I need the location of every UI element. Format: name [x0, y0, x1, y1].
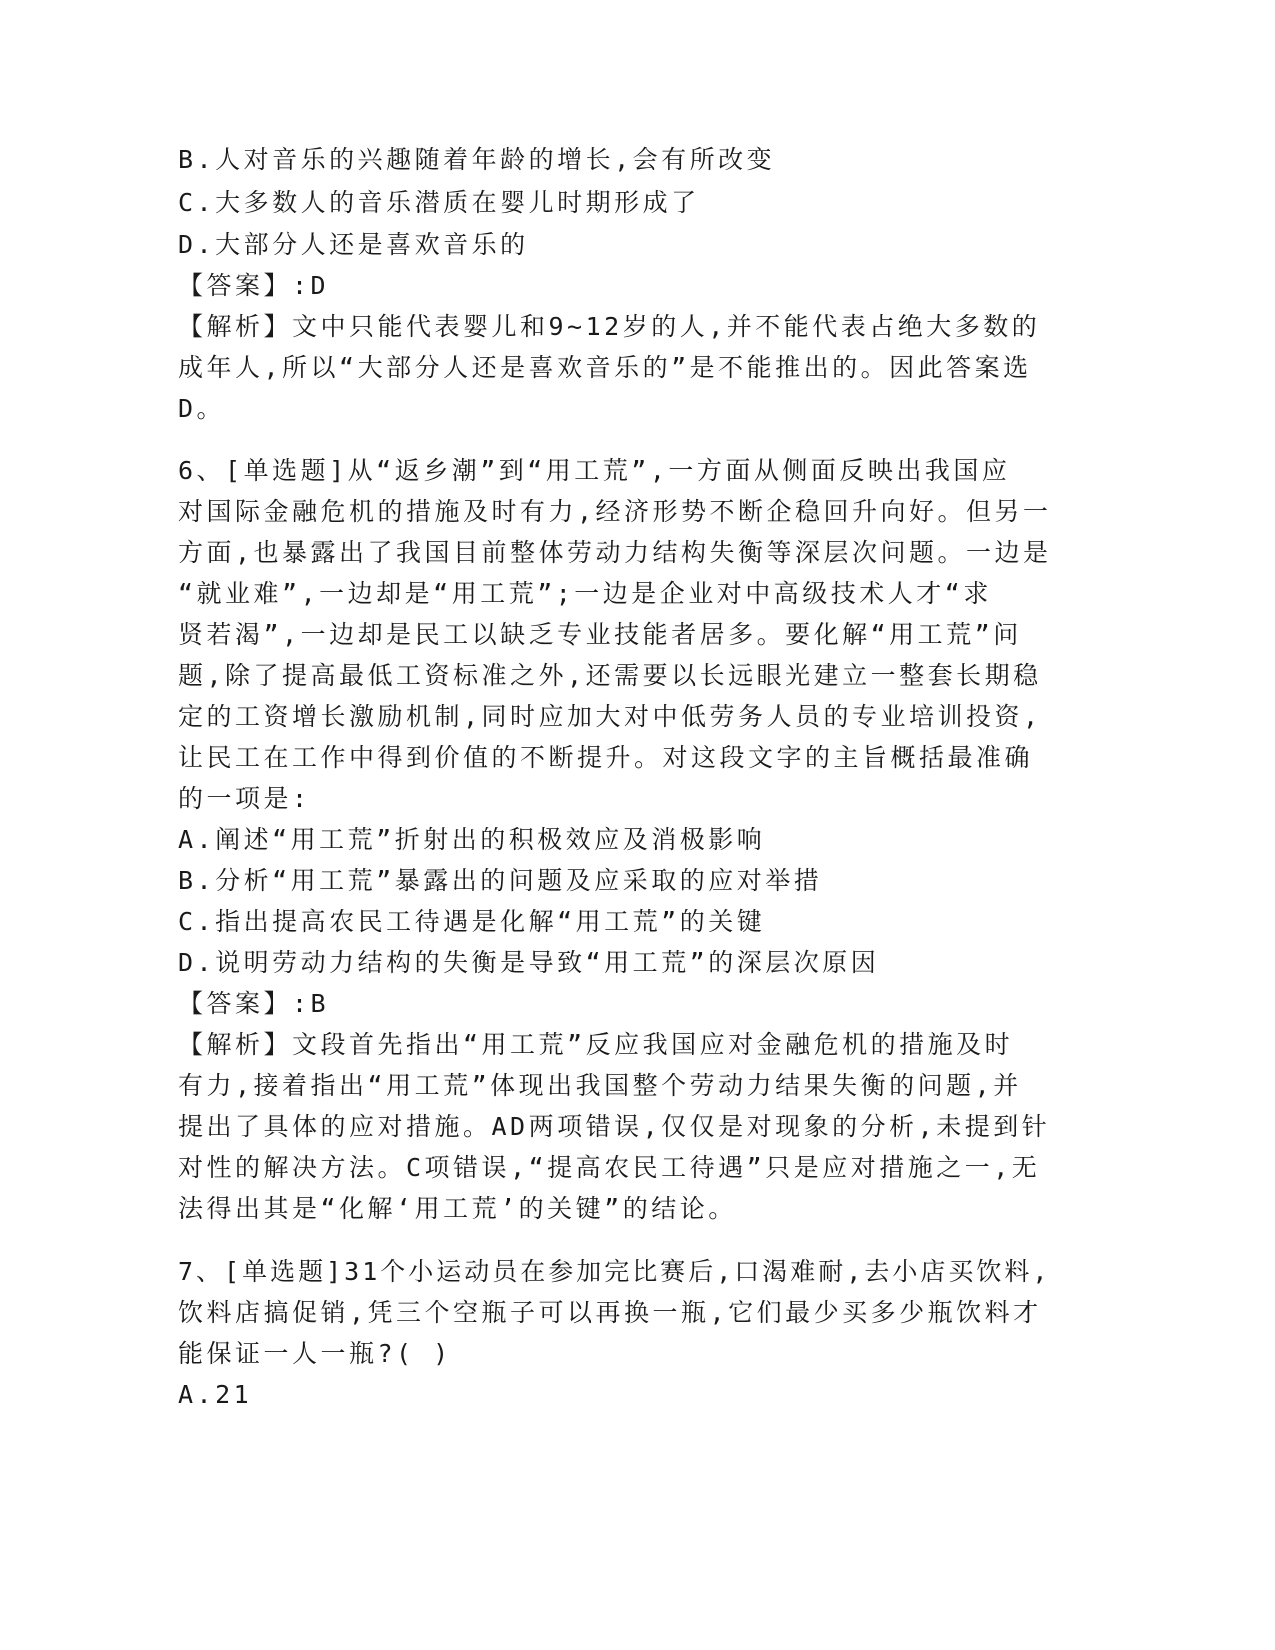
q7-option-a: A.21 [178, 1380, 253, 1409]
q5-option-c: C.大多数人的音乐潜质在婴儿时期形成了 [178, 188, 700, 217]
q7-stem-line: 饮料店搞促销,凭三个空瓶子可以再换一瓶,它们最少买多少瓶饮料才 [178, 1298, 1042, 1327]
q6-stem-line: 贤若渴”,一边却是民工以缺乏专业技能者居多。要化解“用工荒”问 [178, 620, 1022, 649]
q6-analysis-line: 法得出其是“化解‘用工荒’的关键”的结论。 [178, 1194, 737, 1223]
q6-stem-line: 让民工在工作中得到价值的不断提升。对这段文字的主旨概括最准确 [178, 743, 1034, 772]
q6-stem-line: 题,除了提高最低工资标准之外,还需要以长远眼光建立一整套长期稳 [178, 661, 1042, 690]
q6-analysis-line: 有力,接着指出“用工荒”体现出我国整个劳动力结果失衡的问题,并 [178, 1071, 1022, 1100]
q6-answer: 【答案】:B [178, 989, 330, 1018]
q6-option-a: A.阐述“用工荒”折射出的积极效应及消极影响 [178, 825, 766, 854]
q6-option-c: C.指出提高农民工待遇是化解“用工荒”的关键 [178, 907, 766, 936]
q6-stem-line: 的一项是: [178, 784, 311, 813]
q5-option-b: B.人对音乐的兴趣随着年龄的增长,会有所改变 [178, 145, 776, 174]
q5-option-d: D.大部分人还是喜欢音乐的 [178, 230, 529, 259]
q6-analysis-line: 提出了具体的应对措施。AD两项错误,仅仅是对现象的分析,未提到针 [178, 1112, 1051, 1141]
q7-stem-line: 7、[单选题]31个小运动员在参加完比赛后,口渴难耐,去小店买饮料, [178, 1257, 1051, 1286]
q7-stem-line: 能保证一人一瓶?( ) [178, 1339, 452, 1368]
q6-option-d: D.说明劳动力结构的失衡是导致“用工荒”的深层次原因 [178, 948, 880, 977]
q6-stem-line: 6、[单选题]从“返乡潮”到“用工荒”,一方面从侧面反映出我国应 [178, 456, 1011, 485]
q5-answer: 【答案】:D [178, 271, 330, 300]
q6-stem-line: “就业难”,一边却是“用工荒”;一边是企业对中高级技术人才“求 [178, 579, 992, 608]
q6-stem-line: 定的工资增长激励机制,同时应加大对中低劳务人员的专业培训投资, [178, 702, 1042, 731]
q6-analysis-line: 【解析】文段首先指出“用工荒”反应我国应对金融危机的措施及时 [178, 1030, 1014, 1059]
q6-analysis-line: 对性的解决方法。C项错误,“提高农民工待遇”只是应对措施之一,无 [178, 1153, 1041, 1182]
q5-analysis-line: D。 [178, 394, 226, 423]
q6-stem-line: 对国际金融危机的措施及时有力,经济形势不断企稳回升向好。但另一 [178, 497, 1052, 526]
q5-analysis-line: 成年人,所以“大部分人还是喜欢音乐的”是不能推出的。因此答案选 [178, 353, 1032, 382]
q5-analysis-line: 【解析】文中只能代表婴儿和9~12岁的人,并不能代表占绝大多数的 [178, 312, 1041, 341]
q6-option-b: B.分析“用工荒”暴露出的问题及应采取的应对举措 [178, 866, 823, 895]
q6-stem-line: 方面,也暴露出了我国目前整体劳动力结构失衡等深层次问题。一边是 [178, 538, 1052, 567]
